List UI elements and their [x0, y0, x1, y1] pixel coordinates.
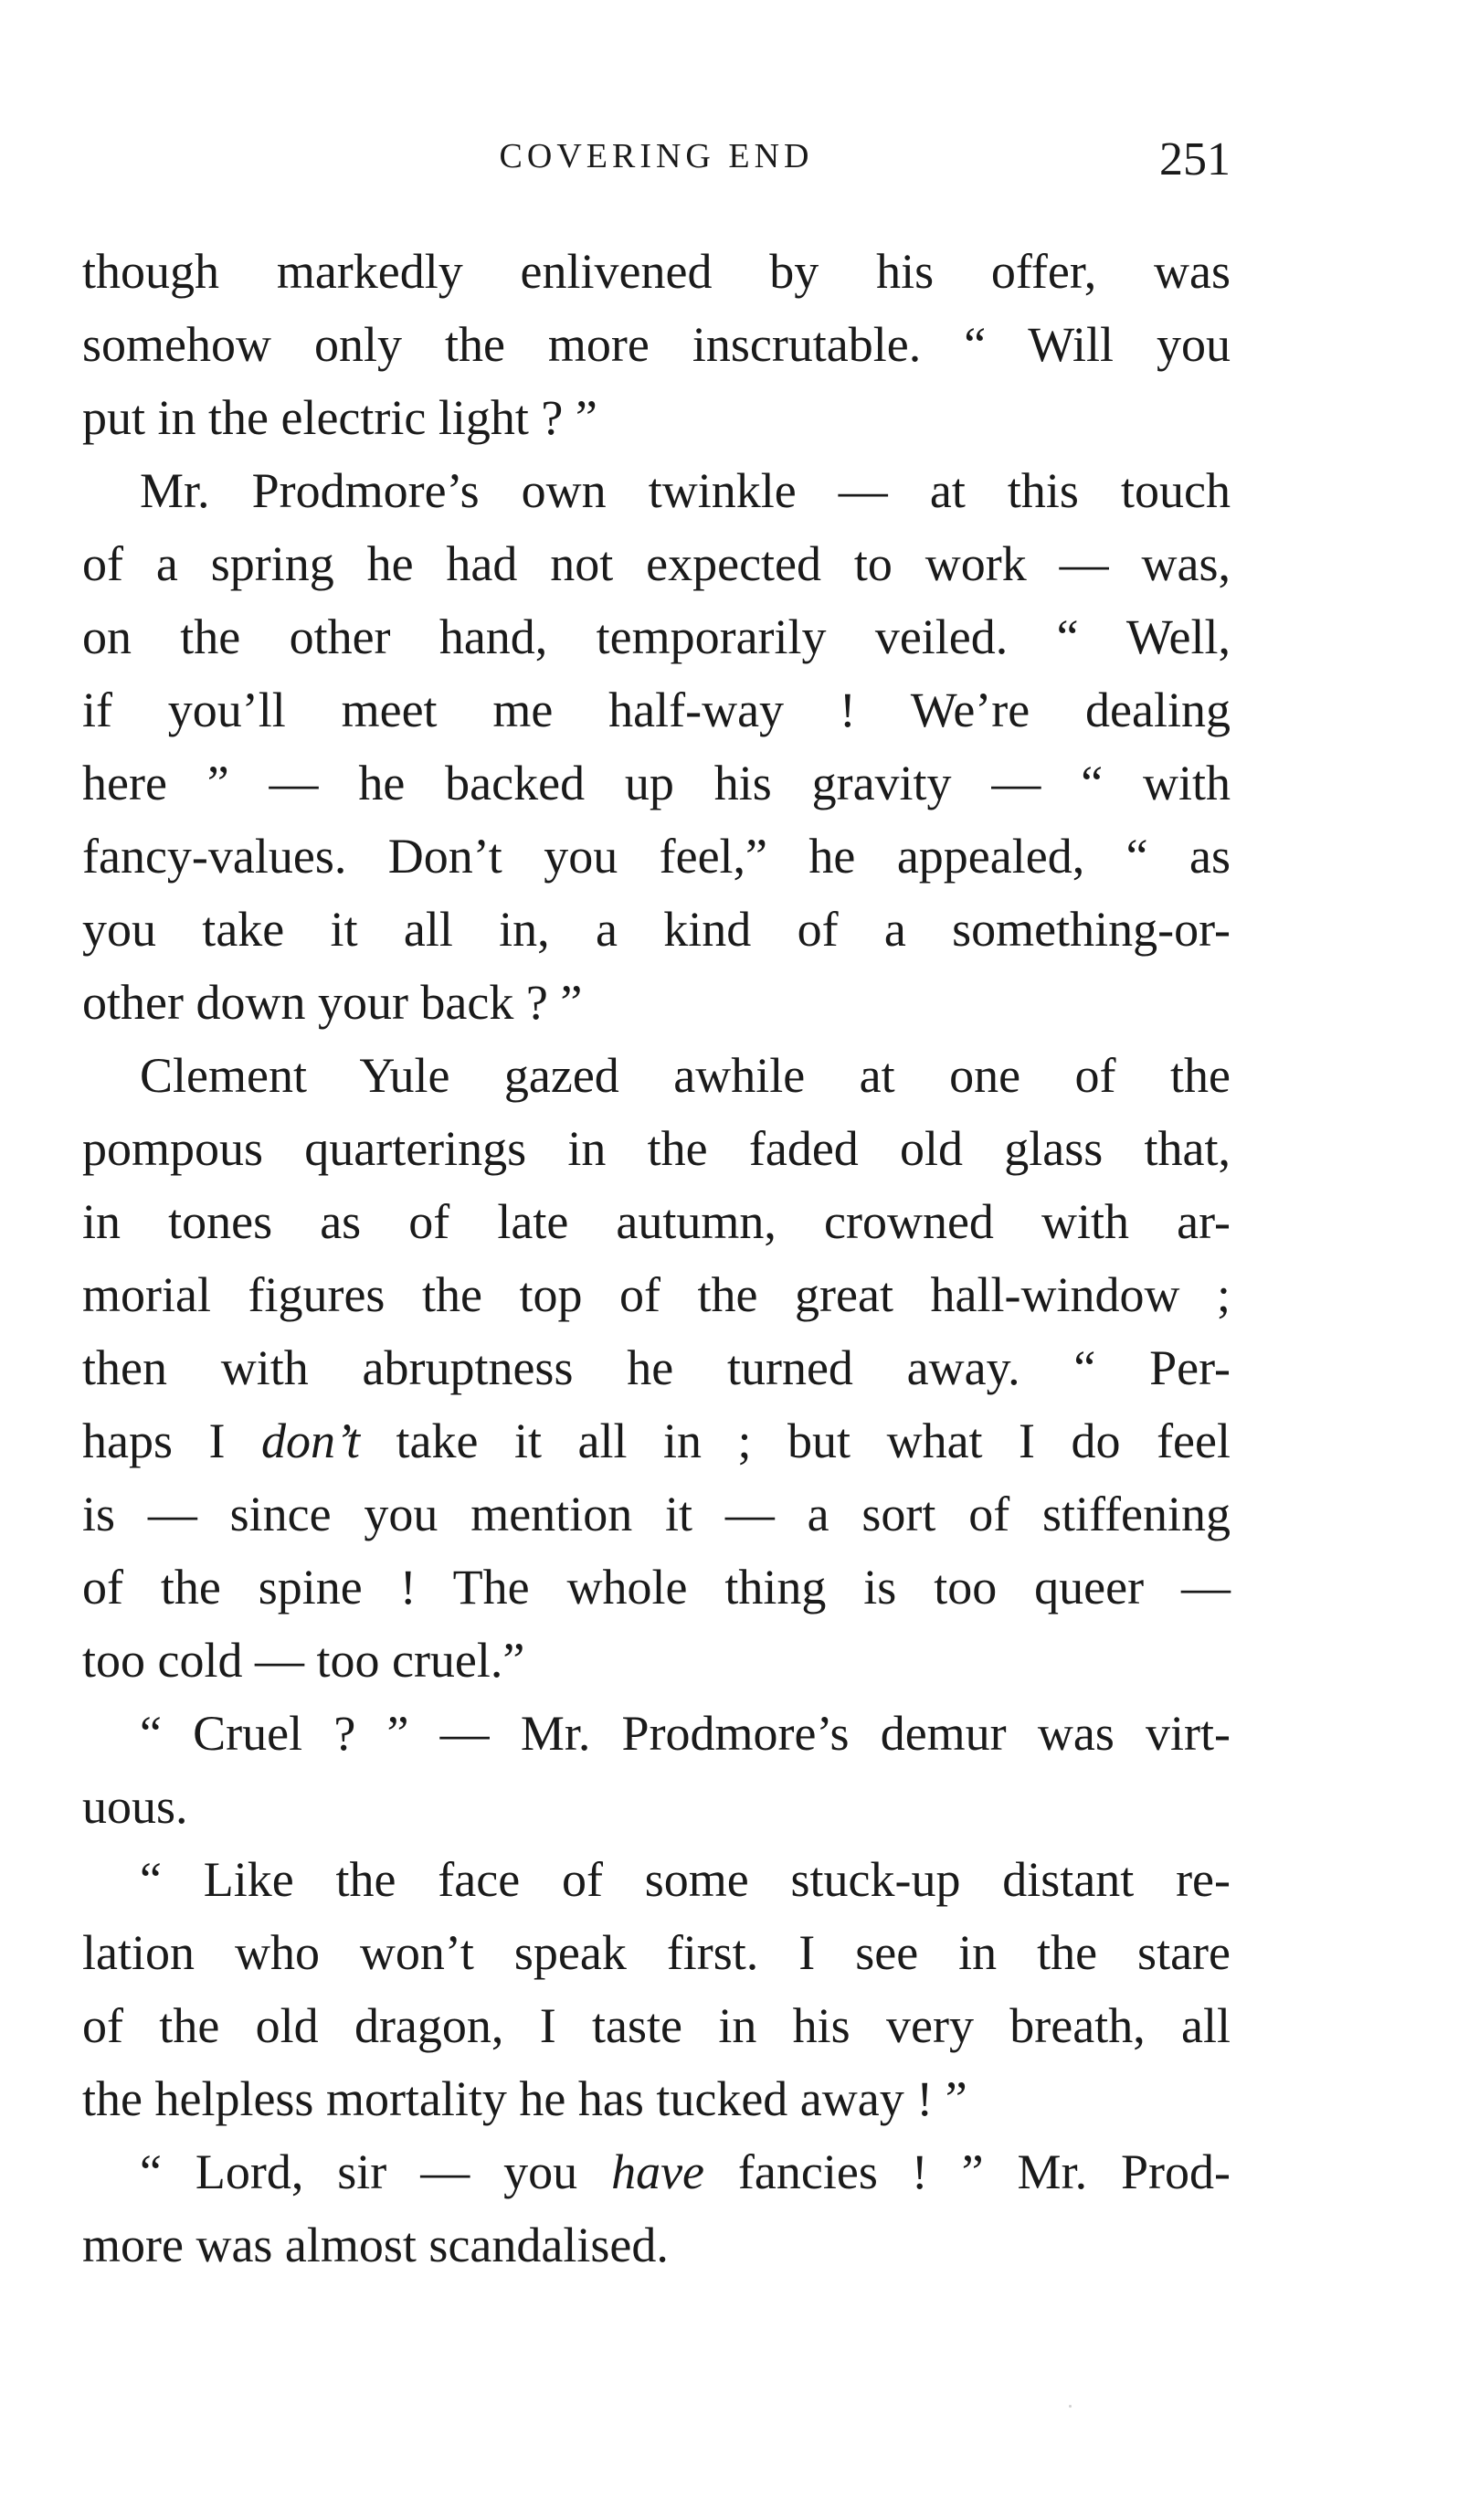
- running-title: COVERING END: [499, 137, 814, 175]
- text-line: if you’ll meet me half-way ! We’re dealing: [82, 683, 1231, 737]
- text-line: then with abruptness he turned away. “ Per-: [82, 1340, 1231, 1395]
- text-line: on the other hand, temporarily veiled. “ Well,: [82, 609, 1231, 664]
- text-line: uous.: [82, 1779, 188, 1834]
- text-line: fancy-values. Don’t you feel,” he appealed, “ as: [82, 829, 1231, 884]
- text-line: you take it all in, a kind of a something-or-: [82, 902, 1231, 957]
- text-line: too cold — too cruel.”: [82, 1633, 525, 1688]
- text-line: “ Like the face of some stuck-up distant re-: [140, 1852, 1231, 1907]
- text-line: “ Cruel ? ” — Mr. Prodmore’s demur was virt-: [140, 1706, 1231, 1761]
- text-line: lation who won’t speak first. I see in the stare: [82, 1925, 1231, 1980]
- text-line: pompous quarterings in the faded old glass that,: [82, 1121, 1231, 1176]
- text-line: here ” — he backed up his gravity — “ with: [82, 756, 1231, 810]
- text-line: other down your back ? ”: [82, 975, 583, 1030]
- text-line: more was almost scandalised.: [82, 2218, 669, 2272]
- text-line: Mr. Prodmore’s own twinkle — at this touch: [140, 463, 1231, 518]
- text-line: “ Lord, sir — you have fancies ! ” Mr. Prod-: [140, 2144, 1231, 2199]
- text-line: of the spine ! The whole thing is too queer —: [82, 1560, 1231, 1615]
- text-line: of a spring he had not expected to work — was,: [82, 536, 1231, 591]
- text-line: of the old dragon, I taste in his very breath, all: [82, 1998, 1231, 2053]
- paper-fleck: [1069, 2405, 1072, 2408]
- page-number: 251: [1159, 133, 1231, 185]
- text-line: the helpless mortality he has tucked away ! ”: [82, 2071, 967, 2126]
- text-line: though markedly enlivened by his offer, was: [82, 244, 1231, 299]
- text-line: put in the electric light ? ”: [82, 390, 597, 445]
- text-line: morial figures the top of the great hall-window ;: [82, 1267, 1231, 1322]
- text-line: haps I don’t take it all in ; but what I do feel: [82, 1414, 1231, 1468]
- body-text: [82, 235, 1231, 2282]
- running-head: [82, 132, 1231, 187]
- text-line: Clement Yule gazed awhile at one of the: [140, 1048, 1231, 1103]
- text-line: in tones as of late autumn, crowned with ar-: [82, 1194, 1231, 1249]
- text-line: is — since you mention it — a sort of stiffening: [82, 1487, 1231, 1541]
- text-line: somehow only the more inscrutable. “ Will you: [82, 317, 1231, 372]
